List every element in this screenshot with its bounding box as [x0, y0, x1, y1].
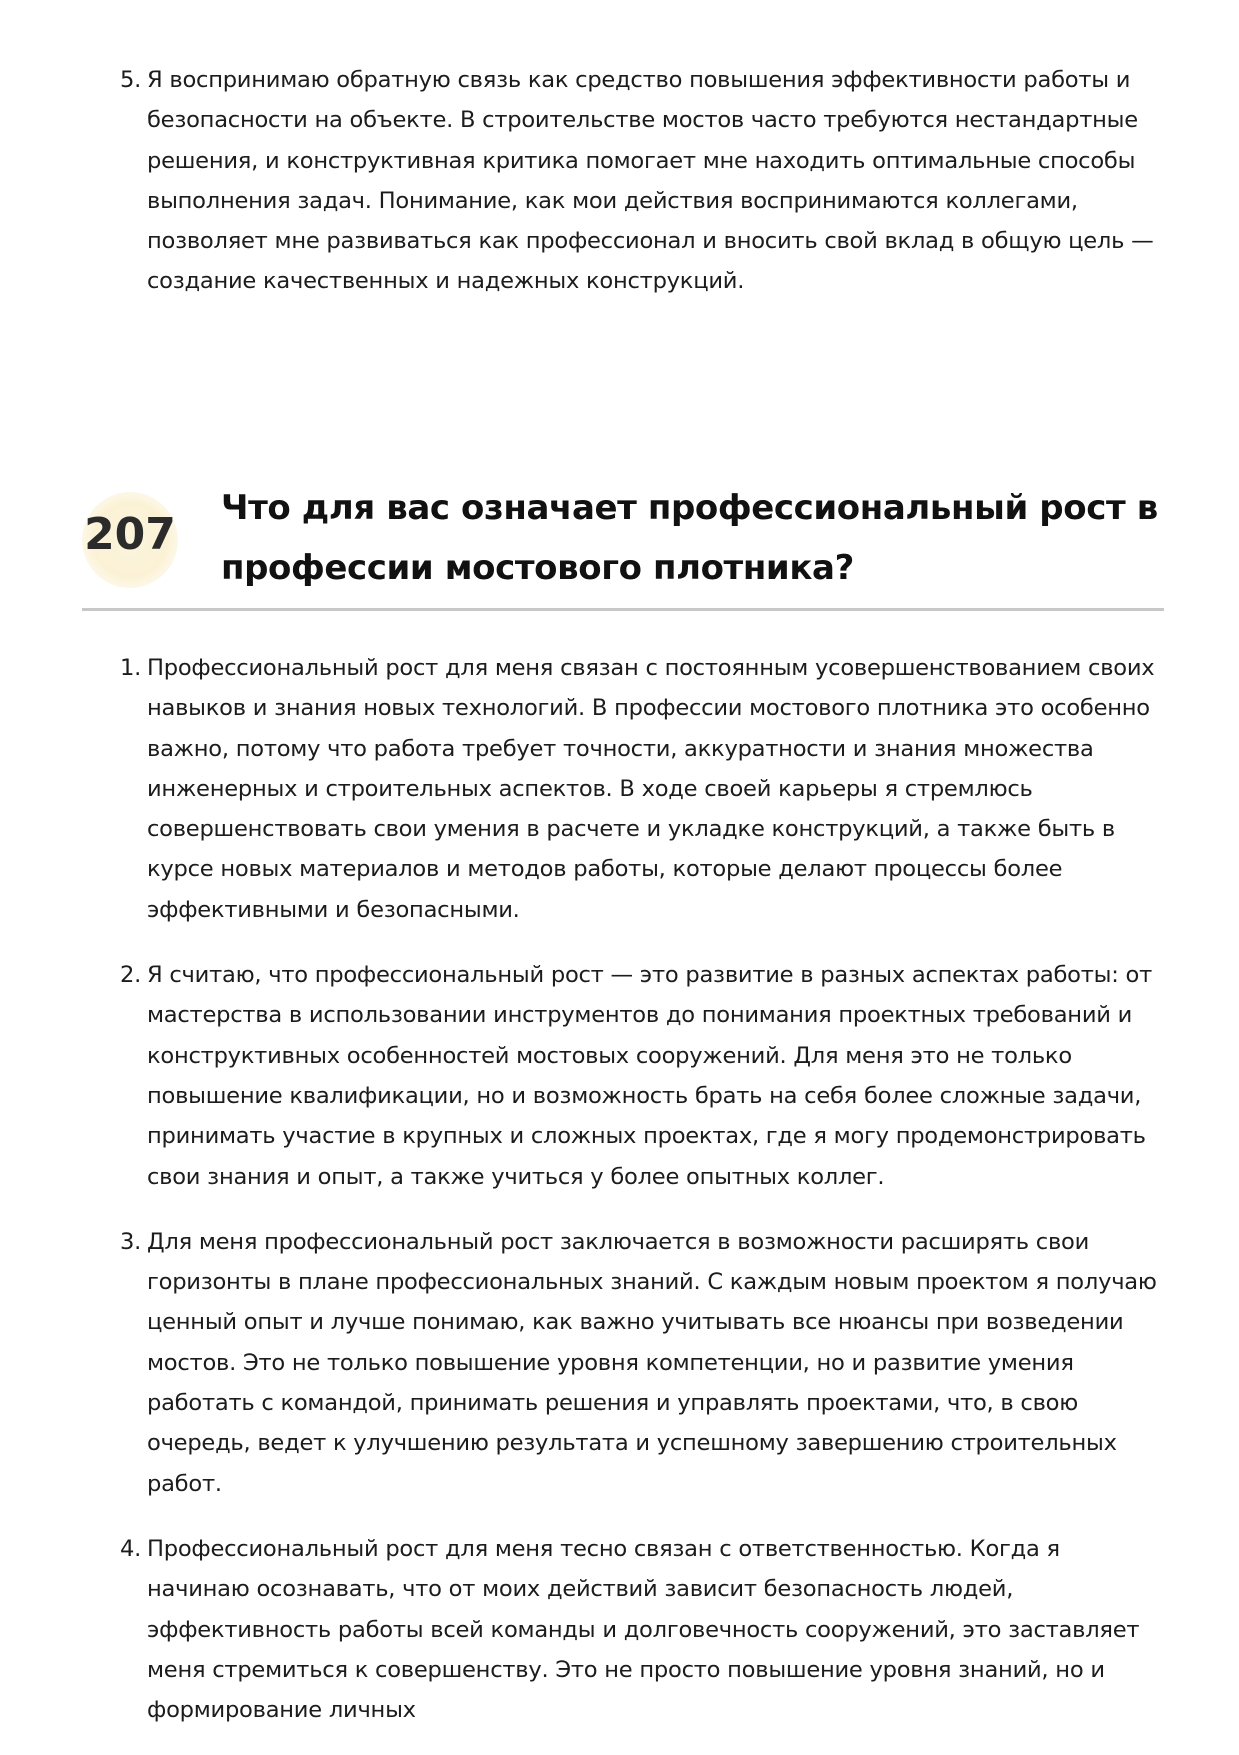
answer-item	[120, 60, 1160, 302]
answer-text: Для меня профессиональный рост заключается в возможности расширять свои горизонты в плане профессиональных знаний. С каждым новым проектом я получаю ценный опыт и лучше понимаю, как важно учитывать все нюансы при возведении мостов. Это не только повышение уровня компетенции, но и развитие умения работать с командой, принимать решения и управлять проектами, что, в свою очередь, ведет к улучшению результата и успешному завершению строительных работ.	[147, 1228, 1157, 1497]
answer-text: Профессиональный рост для меня связан с постоянным усовершенствованием своих навыков и знания новых технологий. В профессии мостового плотника это особенно важно, потому что работа требует точности, аккуратности и знания множества инженерных и строительных аспектов. В ходе своей карьеры я стремлюсь совершенствовать свои умения в расчете и укладке конструкций, а также быть в курсе новых материалов и методов работы, которые делают процессы более эффективными и безопасными.	[147, 655, 1155, 923]
answer-number: 2.	[120, 962, 142, 989]
answer-item	[120, 1222, 1160, 1504]
question-header	[82, 478, 1164, 611]
answer-text: Я считаю, что профессиональный рост — это развитие в разных аспектах работы: от мастерства в использовании инструментов до понимания проектных требований и конструктивных особенностей мостовых сооружений. Для меня это не только повышение квалификации, но и возможность брать на себя более сложные задачи, принимать участие в крупных и сложных проектах, где я могу продемонстрировать свои знания и опыт, а также учиться у более опытных коллег.	[147, 962, 1152, 1190]
question-number: 207	[84, 509, 176, 560]
question-title: Что для вас означает профессиональный рост в профессии мостового плотника?	[221, 488, 1158, 588]
answer-item	[120, 955, 1160, 1197]
answer-number: 5.	[120, 67, 142, 93]
previous-answer-list	[120, 60, 1160, 327]
answer-item	[120, 648, 1160, 930]
answer-number: 1.	[120, 655, 142, 681]
answer-item	[120, 1529, 1160, 1730]
answer-number: 3.	[120, 1228, 142, 1255]
answer-list	[120, 648, 1160, 1755]
answer-text: Я воспринимаю обратную связь как средство повышения эффективности работы и безопасности на объекте. В строительстве мостов часто требуются нестандартные решения, и конструктивная критика помогает мне находить оптимальные способы выполнения задач. Понимание, как мои действия воспринимаются коллегами, позволяет мне развиваться как профессионал и вносить свой вклад в общую цель — создание качественных и надежных конструкций.	[147, 67, 1154, 295]
answer-text: Профессиональный рост для меня тесно связан с ответственностью. Когда я начинаю осознавать, что от моих действий зависит безопасность людей, эффективность работы всей команды и долговечность сооружений, это заставляет меня стремиться к совершенству. Это не просто повышение уровня знаний, но и формирование личных	[147, 1535, 1140, 1724]
answer-number: 4.	[120, 1535, 142, 1562]
